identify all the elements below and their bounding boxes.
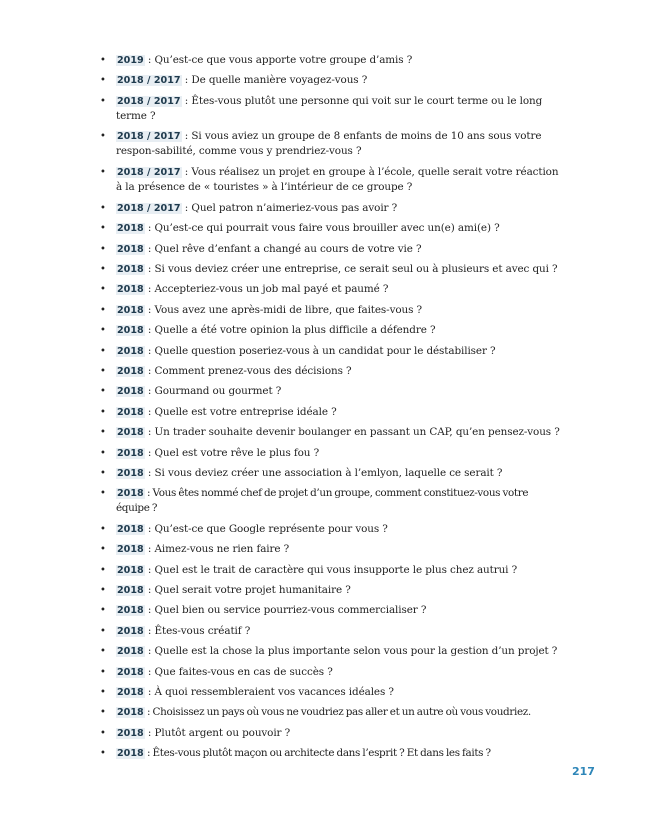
bullet-icon: •: [100, 605, 106, 617]
question-item: [100, 73, 560, 88]
question-text: : Quel bien ou service pourriez-vous commercialiser ?: [144, 604, 427, 617]
question-item: [100, 603, 560, 618]
question-text: : Quel rêve d’enfant a changé au cours de votre vie ?: [144, 242, 422, 255]
question-text: : Quel serait votre projet humanitaire ?: [144, 583, 351, 596]
question-item: [100, 542, 560, 557]
question-year-label: 2018: [117, 325, 144, 337]
question-text: : Quelle question poseriez-vous à un candidat pour le déstabiliser ?: [144, 344, 496, 357]
question-item: [100, 425, 560, 440]
question-text: : Si vous deviez créer une entreprise, ce serait seul ou à plusieurs et avec qui ?: [144, 263, 558, 275]
question-year-label: 2018: [117, 646, 144, 658]
bullet-icon: •: [100, 564, 106, 576]
question-item: [100, 563, 560, 578]
question-item: [100, 665, 560, 680]
question-text: : Vous avez une après-midi de libre, que faites-vous ?: [144, 303, 423, 316]
question-text: : Que faites-vous en cas de succès ?: [144, 665, 333, 678]
question-year-label: 2018: [117, 605, 144, 617]
bullet-icon: •: [100, 447, 106, 459]
bullet-icon: •: [100, 406, 106, 418]
question-text: : Plutôt argent ou pouvoir ?: [144, 726, 291, 739]
question-text: : Êtes-vous plutôt une personne qui voit sur le court terme ou le long terme ?: [116, 94, 543, 122]
question-text: : Êtes-vous plutôt maçon ou architecte dans l’esprit ? Et dans les faits ?: [144, 747, 491, 760]
question-year-label: 2018: [117, 264, 144, 275]
question-text: : Comment prenez-vous des décisions ?: [144, 364, 352, 377]
question-year-label: 2018: [117, 686, 144, 698]
question-item: [100, 624, 560, 639]
question-item: [100, 53, 560, 68]
bullet-icon: •: [100, 625, 106, 637]
question-text: : Quelle a été votre opinion la plus difficile a défendre ?: [144, 324, 436, 337]
question-item: [100, 726, 560, 741]
bullet-icon: •: [100, 386, 106, 398]
bullet-icon: •: [100, 427, 106, 439]
question-item: [100, 221, 560, 236]
question-year-label: 2018 / 2017: [117, 167, 181, 179]
question-item: [100, 583, 560, 598]
question-text: : Choisissez un pays où vous ne voudriez pas aller et un autre où vous voudriez.: [144, 706, 531, 719]
question-item: [100, 344, 560, 359]
bullet-icon: •: [100, 202, 106, 214]
bullet-icon: •: [100, 345, 106, 357]
question-year-label: 2018: [117, 707, 144, 719]
question-text: : Qu’est-ce que vous apporte votre groupe d’amis ?: [144, 54, 413, 66]
question-year-label: 2018 / 2017: [117, 202, 181, 214]
question-text: : Êtes-vous créatif ?: [144, 624, 251, 637]
bullet-icon: •: [100, 523, 106, 535]
bullet-icon: •: [100, 264, 106, 275]
question-list: [100, 53, 560, 766]
bullet-icon: •: [100, 727, 106, 739]
question-year-label: 2018: [117, 447, 144, 459]
question-item: [100, 522, 560, 537]
question-year-label: 2018 / 2017: [117, 95, 181, 107]
question-year-label: 2018: [117, 304, 144, 316]
question-year-label: 2018: [117, 365, 144, 377]
question-text: : Accepteriez-vous un job mal payé et paumé ?: [144, 283, 389, 296]
question-year-label: 2018: [117, 523, 144, 535]
question-text: : Gourmand ou gourmet ?: [144, 385, 282, 398]
question-text: : Vous réalisez un projet en groupe à l’école, quelle serait votre réaction à la présence de « touristes » à l’intérieur de ce groupe ?: [116, 166, 559, 194]
question-item: [100, 746, 560, 761]
question-item: [100, 165, 560, 195]
bullet-icon: •: [100, 584, 106, 596]
question-year-label: 2018: [117, 427, 144, 439]
question-item: [100, 282, 560, 297]
question-year-label: 2018: [117, 544, 144, 556]
question-item: [100, 644, 560, 659]
bullet-icon: •: [100, 666, 106, 678]
question-item: [100, 384, 560, 399]
bullet-icon: •: [100, 325, 106, 337]
question-year-label: 2018: [117, 284, 144, 296]
bullet-icon: •: [100, 544, 106, 556]
question-year-label: 2018: [117, 748, 144, 760]
question-text: : Si vous aviez un groupe de 8 enfants de moins de 10 ans sous votre respon-sabilité, comme vous y prendriez-vous ?: [116, 130, 542, 158]
question-item: [100, 486, 560, 516]
question-year-label: 2018: [117, 666, 144, 678]
question-text: : Quel patron n’aimeriez-vous pas avoir ?: [181, 201, 398, 214]
bullet-icon: •: [100, 686, 106, 698]
question-year-label: 2018: [117, 584, 144, 596]
question-text: : Un trader souhaite devenir boulanger en passant un CAP, qu’en pensez-vous ?: [144, 426, 560, 439]
question-text: : Quelle est la chose la plus importante selon vous pour la gestion d’un projet ?: [144, 645, 558, 658]
question-year-label: 2018: [117, 467, 144, 479]
bullet-icon: •: [100, 167, 106, 179]
bullet-icon: •: [100, 55, 106, 66]
question-year-label: 2018: [117, 564, 144, 576]
question-year-label: 2018: [117, 727, 144, 739]
page-number: 217: [572, 765, 595, 778]
question-year-label: 2018 / 2017: [117, 75, 181, 87]
question-year-label: 2018 / 2017: [117, 131, 181, 143]
question-year-label: 2018: [117, 223, 144, 235]
bullet-icon: •: [100, 95, 106, 107]
question-item: [100, 705, 560, 720]
bullet-icon: •: [100, 223, 106, 235]
question-text: : Aimez-vous ne rien faire ?: [144, 543, 290, 556]
bullet-icon: •: [100, 131, 106, 143]
bullet-icon: •: [100, 748, 106, 760]
question-item: [100, 364, 560, 379]
question-item: [100, 466, 560, 481]
bullet-icon: •: [100, 284, 106, 296]
question-item: [100, 303, 560, 318]
question-text: : Vous êtes nommé chef de projet d’un groupe, comment constituez-vous votre équipe ?: [116, 487, 529, 515]
question-year-label: 2018: [117, 345, 144, 357]
bullet-icon: •: [100, 304, 106, 316]
question-text: : Qu’est-ce qui pourrait vous faire vous brouiller avec un(e) ami(e) ?: [144, 222, 500, 235]
question-year-label: 2018: [117, 625, 144, 637]
bullet-icon: •: [100, 707, 106, 719]
question-text: : À quoi ressembleraient vos vacances idéales ?: [144, 685, 394, 698]
bullet-icon: •: [100, 646, 106, 658]
bullet-icon: •: [100, 243, 106, 255]
bullet-icon: •: [100, 365, 106, 377]
question-item: [100, 201, 560, 216]
question-year-label: 2019: [117, 55, 144, 66]
bullet-icon: •: [100, 75, 106, 87]
question-item: [100, 94, 560, 124]
question-text: : Quel est votre rêve le plus fou ?: [144, 446, 320, 459]
question-text: : De quelle manière voyagez-vous ?: [181, 74, 368, 87]
bullet-icon: •: [100, 488, 106, 500]
question-text: : Si vous deviez créer une association à l’emlyon, laquelle ce serait ?: [144, 466, 503, 479]
question-item: [100, 262, 560, 277]
bullet-icon: •: [100, 467, 106, 479]
question-item: [100, 129, 560, 159]
question-year-label: 2018: [117, 386, 144, 398]
question-item: [100, 405, 560, 420]
question-year-label: 2018: [117, 406, 144, 418]
question-item: [100, 323, 560, 338]
question-text: : Qu’est-ce que Google représente pour vous ?: [144, 522, 388, 535]
question-item: [100, 685, 560, 700]
question-year-label: 2018: [117, 488, 144, 500]
question-item: [100, 446, 560, 461]
question-text: : Quel est le trait de caractère qui vous insupporte le plus chez autrui ?: [144, 563, 518, 576]
question-item: [100, 242, 560, 257]
question-year-label: 2018: [117, 243, 144, 255]
question-text: : Quelle est votre entreprise idéale ?: [144, 405, 337, 418]
